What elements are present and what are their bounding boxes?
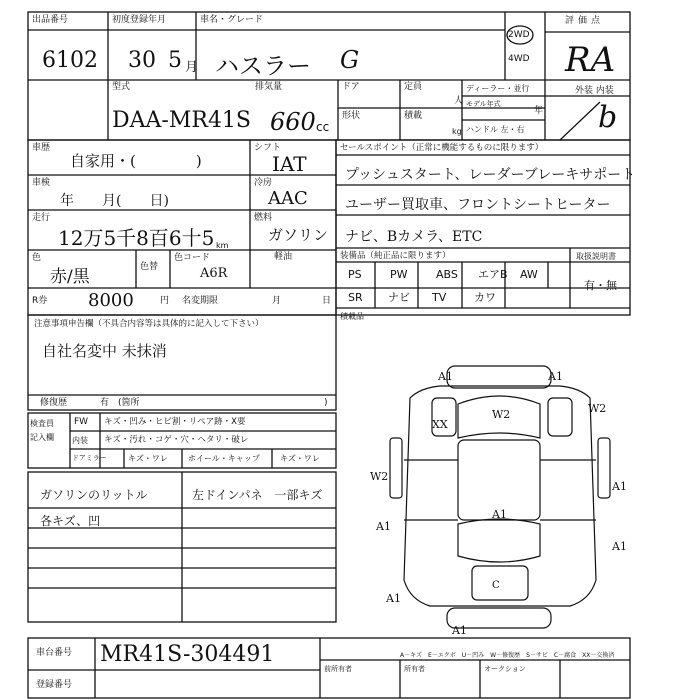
remark-left-2: 各キズ、凹 [40,514,101,528]
yen-unit: 円 [160,296,170,306]
chassis-label: 車台番号 [36,648,73,658]
row1-head: FW [74,417,89,427]
fuel-label: 燃料 [254,213,273,223]
displacement-value: 660 [270,108,316,136]
color-change-label: 色替 [140,262,159,272]
row3c-text: キズ・ワレ [280,454,320,463]
drive-2wd: 2WD [508,30,530,40]
equip-airbag: エアB [478,268,508,281]
mark-front-left: A1 [438,370,453,383]
sales-point-3: ナビ、Bカメラ、ETC [345,229,483,245]
model-grade-label: 車名・グレード [200,15,264,25]
score-value: RA [565,40,616,80]
color-code-label: 色コード [174,253,211,263]
usage-label: 車歴 [32,143,51,153]
row3b-text: ホイール・キャップ [188,454,260,463]
load-label: 積載 [404,111,423,121]
notes-text: 自社名変中 未抹消 [42,342,167,360]
mark-right-mirror: W2 [588,402,607,415]
eval-label: 評価点 [565,16,605,26]
model-name: ハスラー [215,52,311,80]
lot-number: 6102 [42,48,98,73]
mark-front-right: A1 [548,370,563,383]
equip-ps: PS [348,268,362,281]
inspector-label-2: 記入欄 [30,433,54,442]
name-change-label: 名変期限 [182,296,219,306]
mark-left-rear-door: A1 [376,520,391,533]
oil-label: 軽油 [274,252,293,262]
remark-right: 左ドインパネ 一部キズ [192,488,323,502]
shift-label: シフト [254,143,282,153]
row3-head: ドアミラー [72,454,107,462]
inspector-label-1: 検査員 [30,419,54,428]
fuel-value: ガソリン [268,226,329,244]
equip-sr: SR [348,291,363,304]
row2-text: キズ・汚れ・コゲ・穴・ヘタリ・破レ [104,435,249,445]
color-value: 赤/黒 [50,267,90,287]
displacement-label: 排気量 [255,82,283,92]
day-label: 日 [322,296,332,306]
mileage-label: 走行 [32,213,51,223]
reg-month: 5 [168,48,182,73]
mark-rear-bumper: A1 [452,624,467,637]
drive-4wd: 4WD [508,54,530,64]
remark-left-1: ガソリンのリットル [40,488,148,502]
mileage-value: 12万5千8百6十5 [58,226,215,250]
notes-title: 注意事項申告欄（不具合内容等は具体的に記入して下さい） [34,319,264,329]
chassis-value: MR41S-304491 [100,642,275,667]
recycle-value: 8000 [88,290,134,311]
mark-rear-left: A1 [386,592,401,605]
ac-label: 冷房 [254,178,273,188]
equip-tv: TV [432,291,447,304]
mark-right-door: A1 [612,480,627,493]
mark-left-fender: XX [432,418,448,431]
auction-label: オークション [484,665,526,673]
first-reg-label: 初度登録年月 [112,15,167,25]
door-label: ドア [342,82,360,92]
interior-score: b [598,100,618,135]
usage-value: 自家用・( ) [70,152,202,170]
km-unit: km [216,241,229,250]
dealer-label: ディーラー・並行 [466,84,530,93]
row2-head: 内装 [72,436,88,445]
shape-label: 形状 [342,111,361,121]
manual-title: 取扱説明書 [576,252,616,261]
equip-pw: PW [390,268,408,281]
sales-point-1: プッシュスタート、レーダーブレーキサポート [345,167,636,183]
sales-point-2: ユーザー買取車、フロントシートヒーター [345,197,611,213]
lot-no-label: 出品番号 [32,15,69,25]
type-value: DAA-MR41S [112,108,252,133]
mark-right-rear: A1 [612,540,627,553]
month-unit: 月 [185,60,199,75]
mark-windshield: W2 [492,408,511,421]
ac-value: AAC [268,188,308,209]
equip-aw: AW [520,268,538,281]
row1-text: キズ・凹み・ヒビ割・リペア跡・X要 [104,417,246,427]
repair-value: 有 (箇所 [100,398,140,408]
reg-year: 30 [128,48,156,73]
manual-value: 有・無 [584,279,617,292]
cc-unit: cc [316,120,330,134]
equip-abs: ABS [436,268,458,281]
person-unit: 人 [454,96,464,106]
shift-value: IAT [272,152,307,176]
ext-int-label: 外装 内装 [575,86,614,96]
color-label: 色 [32,253,42,263]
cargo-label: 積載品 [340,312,364,321]
sales-points-title: セールスポイント（正常に機能するものに限ります） [340,143,544,153]
equip-leather: カワ [474,291,496,304]
recycle-label: R券 [32,296,48,306]
mark-rear-window: C [492,580,500,591]
kg-unit: kg [452,127,462,136]
capacity-label: 定員 [404,82,423,92]
repair-label: 修復歴 [40,398,68,408]
mark-left-door: W2 [370,470,389,483]
equipment-title: 装備品（純正品に限ります） [340,251,451,261]
type-label: 型式 [112,82,131,92]
model-year-label: モデル年式 [466,100,501,108]
owner-label: 所有者 [404,665,425,673]
year-unit: 年 [534,106,544,116]
color-code-value: A6R [200,266,228,281]
grade-value: G [340,46,360,74]
handle-label: ハンドル 左・右 [466,125,525,134]
registration-label: 登録番号 [36,680,73,690]
inspection-label: 車検 [32,178,51,188]
repair-close: ) [324,398,328,408]
mark-roof: A1 [492,508,507,521]
row3a-text: キズ・ワレ [128,454,168,463]
prev-owner-label: 前所有者 [324,665,352,673]
equip-navi: ナビ [388,291,410,304]
diagram-legend: A－キズ E－エクボ U－凹み W－修復歴 S－サビ C－腐食 XX－交換済 [400,652,615,659]
car-diagram [390,366,610,628]
month-label: 月 [272,296,282,306]
inspection-value: 年 月( 日) [60,193,169,209]
